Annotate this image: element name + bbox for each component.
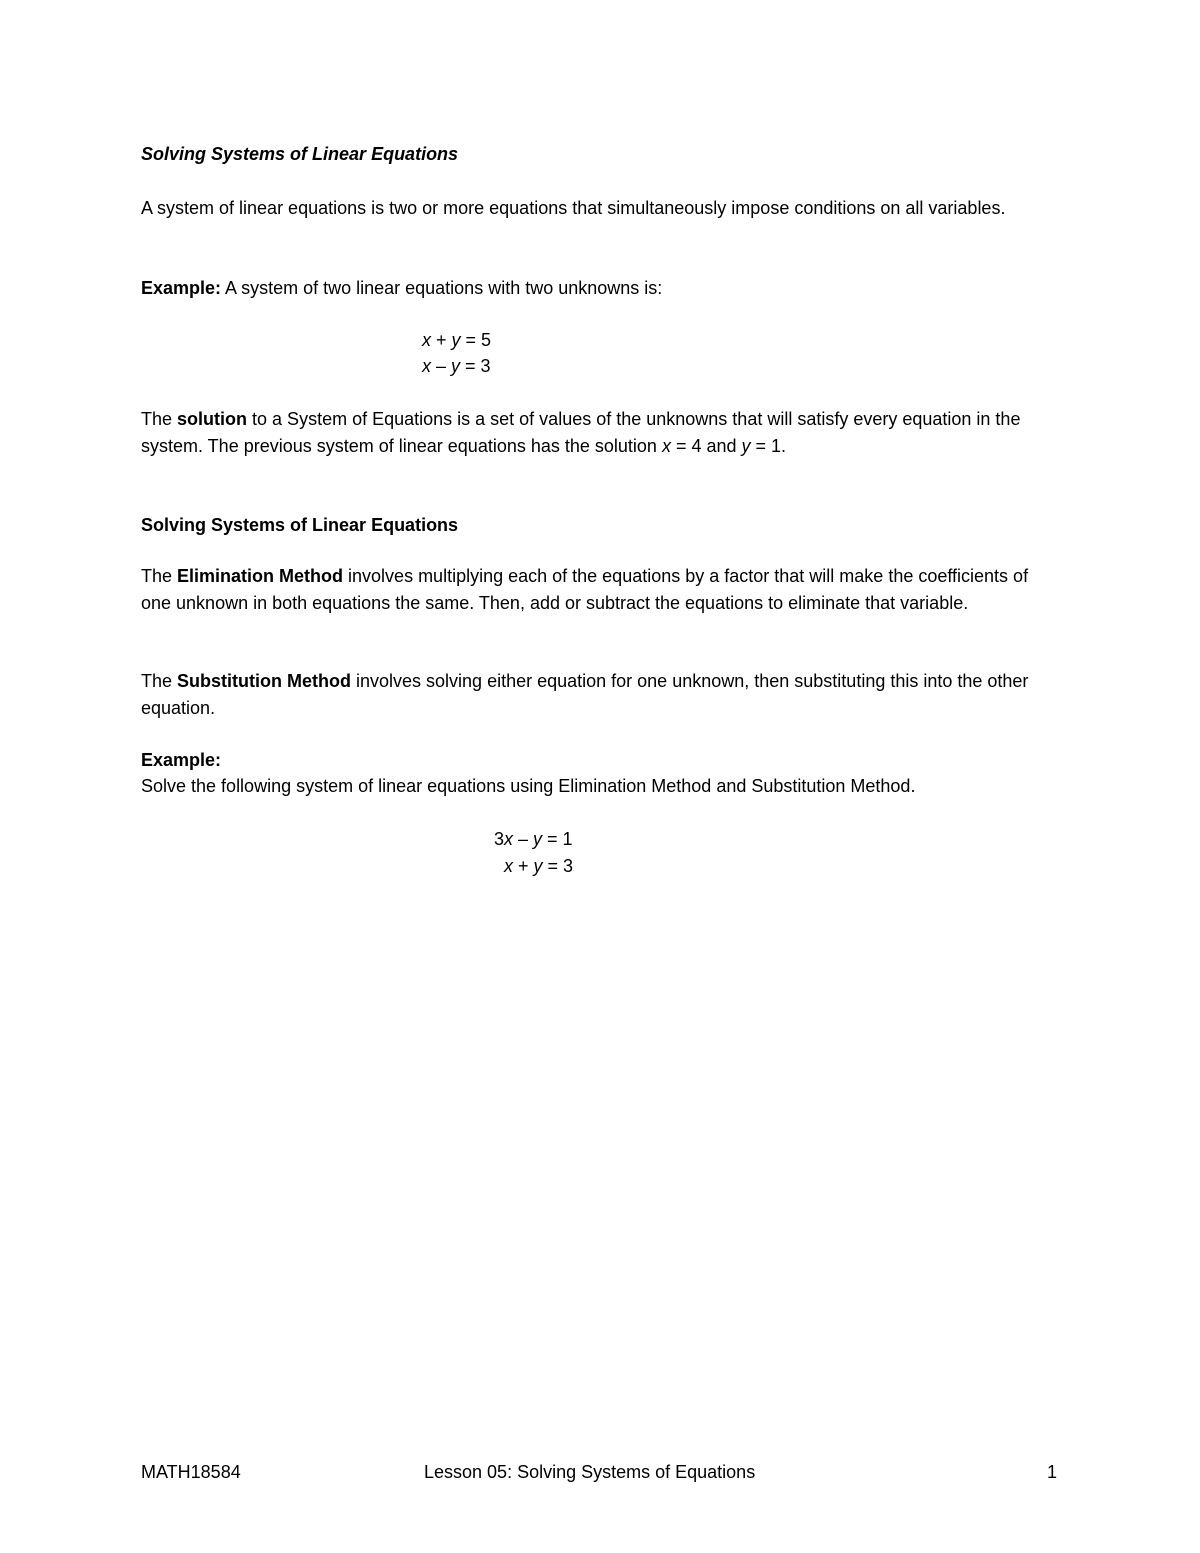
solution-paragraph: The solution to a System of Equations is a set of values of the unknowns that will satisfy every equation in the system. The previous system of linear equations has the solution x = 4 and y = 1. — [141, 409, 1021, 456]
example-text-2: Solve the following system of linear equations using Elimination Method and Substitution Method. — [141, 776, 916, 796]
equation-1: x + y = 5 — [422, 330, 492, 350]
section-title-1: Solving Systems of Linear Equations — [141, 144, 459, 164]
footer-course: MATH18584 — [141, 1462, 241, 1482]
substitution-paragraph: The Substitution Method involves solving either equation for one unknown, then substituting this into the other equation. — [141, 671, 1029, 718]
solution-term: solution — [177, 409, 248, 429]
equation-2: x – y = 3 — [422, 356, 491, 376]
footer-page-number: 1 — [1047, 1462, 1058, 1482]
elimination-paragraph: The Elimination Method involves multiplying each of the equations by a factor that will make the coefficients of one unknown in both equations the same. Then, add or subtract the equations to eliminate that variable. — [141, 566, 1029, 613]
elimination-term: Elimination Method — [177, 566, 344, 586]
equation-3: 3x – y = 1 — [494, 829, 573, 849]
example-text: A system of two linear equations with two unknowns is: — [221, 278, 663, 298]
example-label: Example: — [141, 278, 222, 298]
definition-paragraph: A system of linear equations is two or more equations that simultaneously impose conditions on all variables. — [141, 198, 1006, 218]
example-paragraph-1 — [141, 275, 1061, 302]
section-title-2: Solving Systems of Linear Equations — [141, 515, 459, 535]
footer-lesson: Lesson 05: Solving Systems of Equations — [424, 1462, 756, 1482]
substitution-term: Substitution Method — [177, 671, 351, 691]
example-label-2: Example: — [141, 750, 222, 770]
equation-4: x + y = 3 — [504, 856, 574, 876]
